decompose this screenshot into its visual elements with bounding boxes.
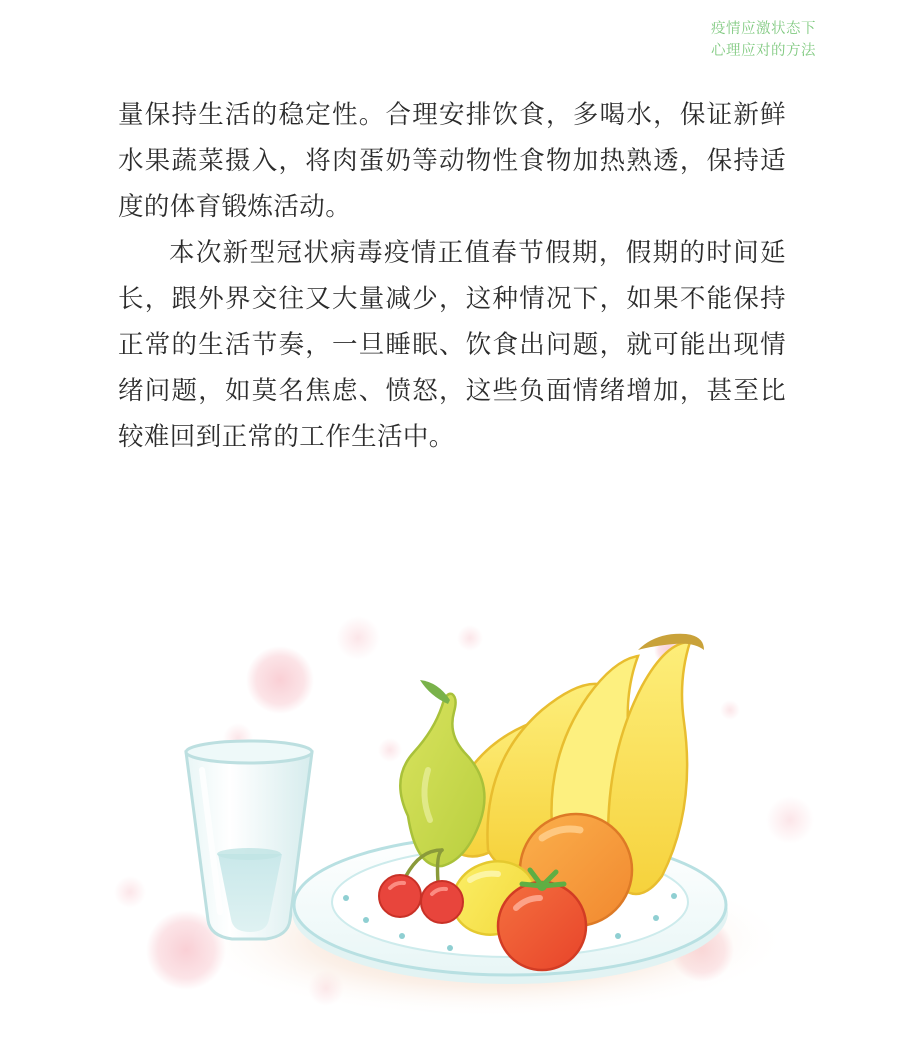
running-header xyxy=(711,18,816,63)
paragraph-two: 本次新型冠状病毒疫情正值春节假期，假期的时间延长，跟外界交往又大量减少，这种情况下，如果不能保持正常的生活节奏，一旦睡眠、饮食出问题，就可能出现情绪问题，如莫名焦虑、愤怒，这些负面情绪增加，甚至比较难回到正常的工作生活中。 xyxy=(118,238,786,452)
pear xyxy=(400,680,484,866)
illustration xyxy=(90,520,850,1050)
paragraph-continued: 量保持生活的稳定性。合理安排饮食，多喝水，保证新鲜水果蔬菜摄入，将肉蛋奶等动物性食物加热熟透，保持适度的体育锻炼活动。 xyxy=(118,100,786,222)
body-text xyxy=(118,92,786,460)
running-header-line-1: 疫情应激状态下 xyxy=(711,21,816,37)
running-header-line-2: 心理应对的方法 xyxy=(711,43,816,60)
